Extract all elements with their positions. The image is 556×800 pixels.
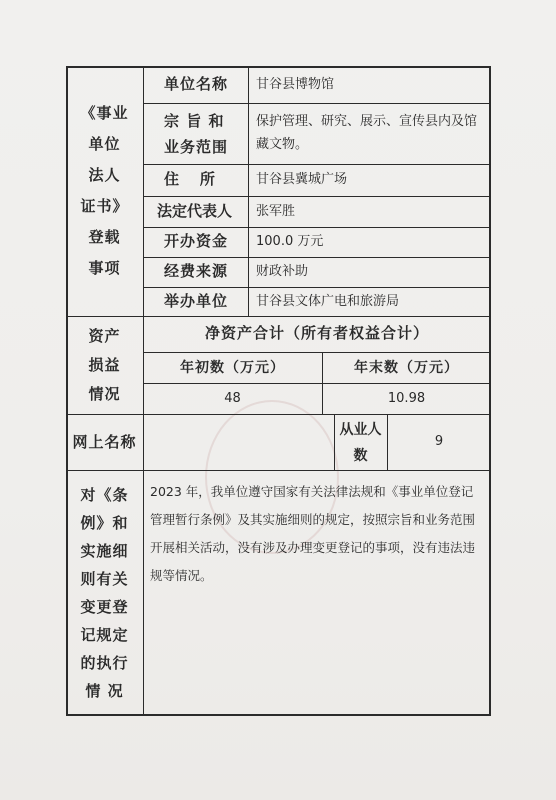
row-divider bbox=[143, 352, 491, 353]
funds-label: 开办资金 bbox=[164, 232, 229, 250]
row-divider bbox=[143, 196, 491, 197]
year-begin-value: 48 bbox=[224, 391, 241, 406]
row-divider bbox=[143, 227, 491, 228]
rules-section-label: 对《条 例》和 实施细 则有关 变更登 记规定 的执行 情 况 bbox=[80, 485, 129, 700]
funds-value: 100.0 万元 bbox=[256, 234, 324, 249]
purpose-value-line2: 藏文物。 bbox=[256, 137, 309, 152]
year-begin-label: 年初数（万元） bbox=[180, 360, 285, 376]
row-divider bbox=[143, 383, 491, 384]
representative-value: 张军胜 bbox=[256, 204, 296, 219]
funding-source-label: 经费来源 bbox=[164, 262, 229, 280]
net-assets-header: 净资产合计（所有者权益合计） bbox=[204, 324, 429, 342]
statement-line3: 开展相关活动，没有涉及办理变更登记的事项，没有违法违 bbox=[150, 540, 476, 555]
address-label: 住 所 bbox=[164, 170, 215, 188]
staff-count-label-line1: 从业人 bbox=[339, 422, 382, 438]
purpose-label-line2: 业务范围 bbox=[164, 138, 229, 156]
year-end-label: 年末数（万元） bbox=[354, 360, 459, 376]
staff-count-label-line2: 数 bbox=[353, 448, 368, 464]
unit-name-label: 单位名称 bbox=[164, 75, 229, 93]
funding-source-value: 财政补助 bbox=[256, 264, 309, 279]
purpose-label-line1: 宗 旨 和 bbox=[164, 112, 225, 130]
representative-label: 法定代表人 bbox=[157, 202, 233, 220]
row-divider bbox=[143, 103, 491, 104]
assets-section-label: 资产 损益 情况 bbox=[88, 326, 121, 403]
sponsor-value: 甘谷县文体广电和旅游局 bbox=[256, 294, 400, 309]
sponsor-label: 举办单位 bbox=[164, 292, 229, 310]
online-name-label: 网上名称 bbox=[72, 432, 137, 451]
year-end-value: 10.98 bbox=[387, 391, 426, 406]
statement-line4: 规等情况。 bbox=[150, 568, 213, 583]
statement-line2: 管理暂行条例》及其实施细则的规定，按照宗旨和业务范围 bbox=[150, 512, 476, 527]
purpose-value-line1: 保护管理、研究、展示、宣传县内及馆 bbox=[256, 114, 478, 129]
registration-section-label: 《事业 单位 法人 证书》 登载 事项 bbox=[80, 104, 129, 277]
row-divider bbox=[143, 257, 491, 258]
address-value: 甘谷县冀城广场 bbox=[256, 172, 348, 187]
unit-name-value: 甘谷县博物馆 bbox=[256, 77, 335, 92]
statement-line1: 2023 年，我单位遵守国家有关法律法规和《事业单位登记 bbox=[150, 484, 474, 499]
row-divider bbox=[143, 287, 491, 288]
row-divider bbox=[143, 164, 491, 165]
staff-count-value: 9 bbox=[434, 434, 444, 449]
